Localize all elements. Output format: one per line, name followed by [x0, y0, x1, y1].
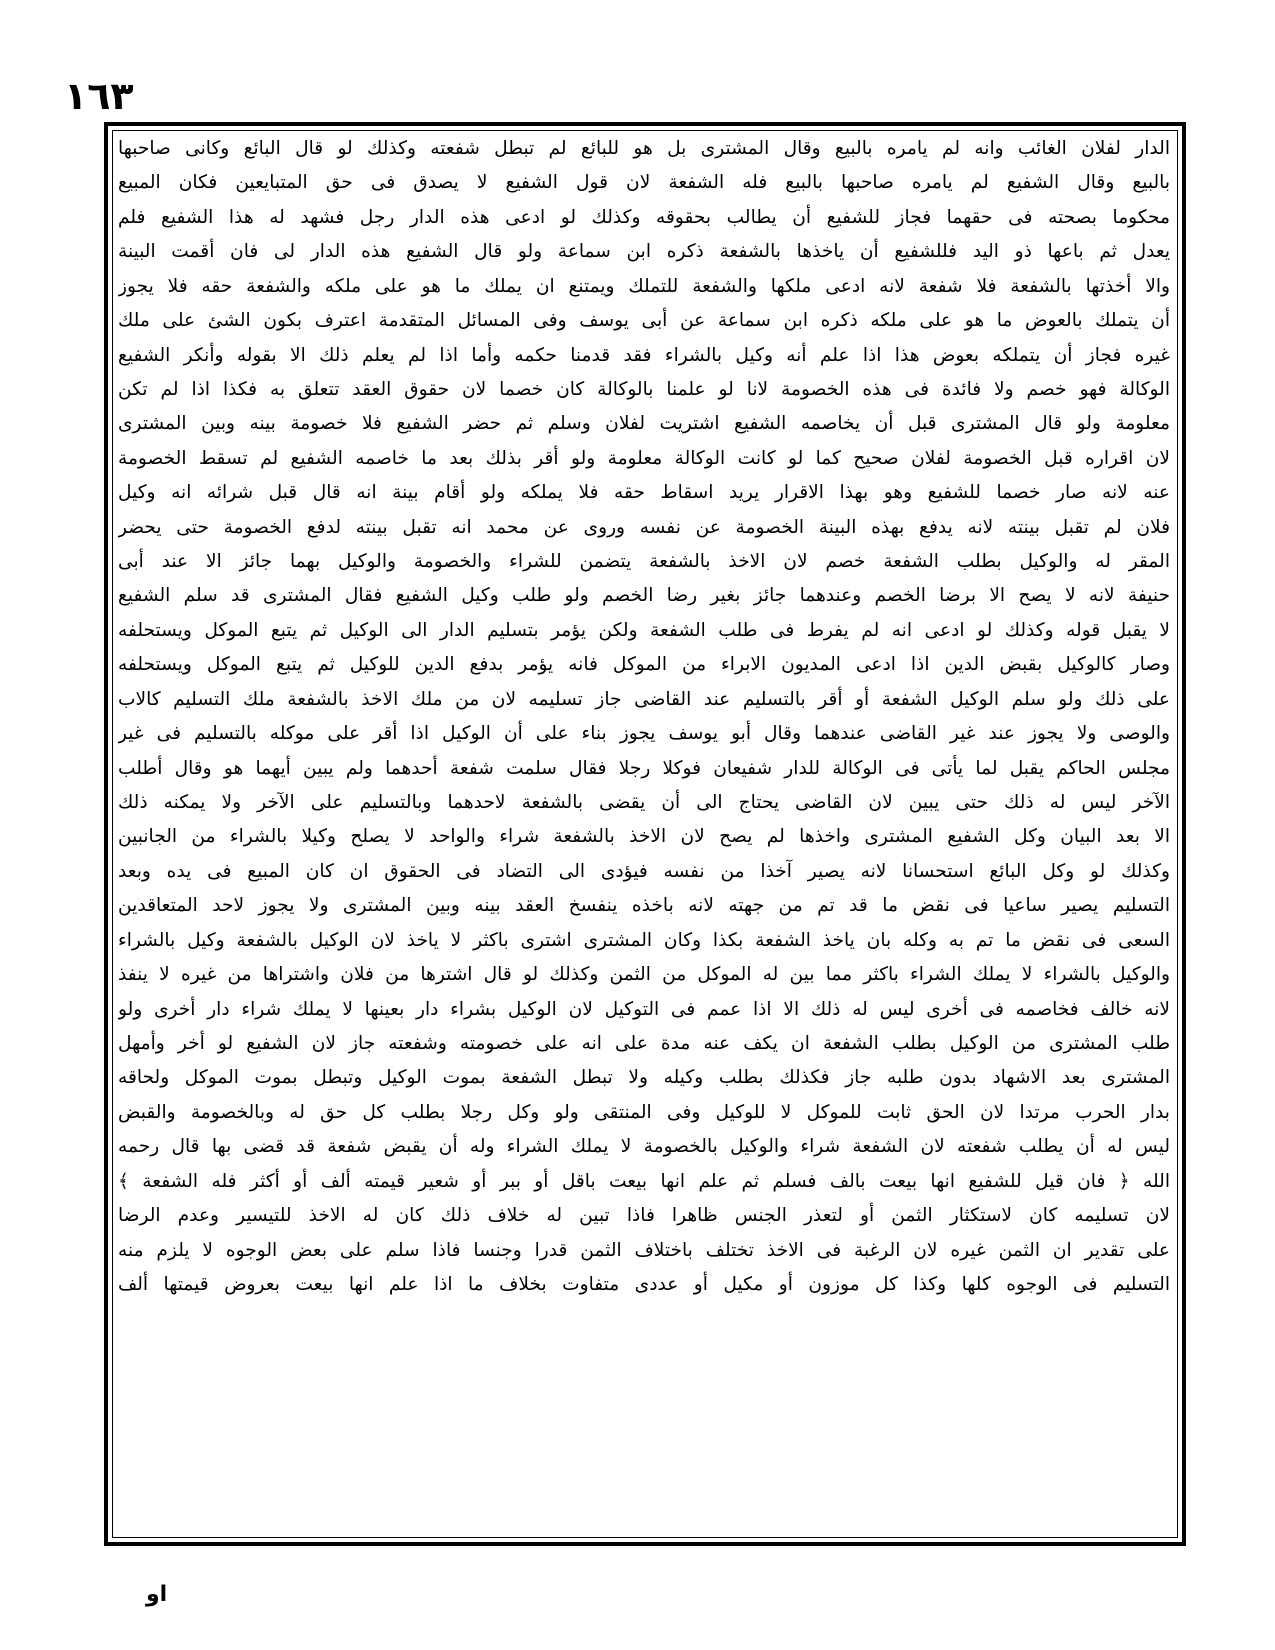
- text-line: مجلس الحاكم يقبل لما يأتى فى الوكالة للدار شفيعان فوكلا رجلا فقال سلمت شفعة أحدهما ولم يبين أيهما هو وقال أطلب: [118, 757, 1170, 779]
- text-line: لان تسليمه كان لاستكثار الثمن أو لتعذر الجنس ظاهرا فاذا تبين له خلاف ذلك كان له الاخذ للتيسير وعدم الرضا: [118, 1205, 1170, 1227]
- text-line: التسليم فى الوجوه كلها وكذا كل موزون أو مكيل أو عددى متفاوت بخلاف ما اذا علم انها بيعت بعروض قيمتها ألف: [118, 1273, 1170, 1295]
- page-number: ١٦٣: [64, 74, 134, 118]
- text-line: على تقدير ان الثمن غيره لان الرغبة فى الاخذ تختلف باختلاف الثمن قدرا وجنسا فاذا سلم على بعض الوجوه لا يلزم منه: [118, 1239, 1170, 1261]
- text-line: ليس له أن يطلب شفعته لان الشفعة شراء والوكيل بالخصومة لا يملك الشراء وله أن يقبض شفعة قد قضى بها قال رحمه: [118, 1136, 1170, 1158]
- text-line: لان اقراره قبل الخصومة لفلان صحيح كما لو كانت الوكالة معلومة ولو أقر بذلك بعد ما خاصمه الشفيع لم تسقط الخصومة: [118, 447, 1170, 469]
- text-line: محكوما بصحته فى حقهما فجاز للشفيع أن يطالب بحقوقه وكذلك لو ادعى هذه الدار رجل فشهد له هذا الشفيع فلم: [118, 206, 1170, 228]
- text-line: غيره فجاز أن يتملكه بعوض هذا اذا علم أنه وكيل بالشراء فقد قدمنا حكمه وأما اذا لم يعلم ذلك الا بقوله وأنكر الشفيع: [118, 344, 1170, 366]
- text-line: وصار كالوكيل بقبض الدين اذا ادعى المديون الابراء من الموكل فانه يؤمر بدفع الدين للوكيل ثم يتبع الموكل ويستحلفه: [118, 654, 1170, 676]
- text-line: عنه لانه صار خصما للشفيع وهو بهذا الاقرار يريد اسقاط حقه فلا يملكه ولو أقام بينة انه قال قبل شرائه انه وكيل: [118, 482, 1170, 504]
- text-line: معلومة ولو قال المشترى قبل أن يخاصمه الشفيع اشتريت لفلان وسلم ثم حضر الشفيع فلا خصومة بينه وبين المشترى: [118, 413, 1170, 435]
- text-line: الله ﴿ فان قيل للشفيع انها بيعت بالف فسلم ثم علم انها بيعت باقل أو ببر أو شعير قيمته ألف أو أكثر فله الشفعة ﴾: [118, 1170, 1170, 1192]
- text-line: الا بعد البيان وكل الشفيع المشترى واخذها لم يصح لان الاخذ بالشفعة شراء والواحد لا يصلح وكيلا بالشراء من الجانبين: [118, 826, 1170, 848]
- text-line: طلب المشترى من الوكيل بطلب الشفعة ان يكف عنه مدة على انه على خصومته وشفعته جاز لان الشفيع لو أخر وأمهل: [118, 1032, 1170, 1054]
- text-line: أن يتملك بالعوض ما هو على ملكه ذكره ابن سماعة عن أبى يوسف وفى المسائل المتقدمة اعترف بكون الشئ على ملك: [118, 310, 1170, 332]
- text-line: السعى فى نقض ما تم به وكله بان ياخذ الشفعة بكذا وكان المشترى اشترى باكثر لا ياخذ لان الوكيل بالشفعة وكيل بالشراء: [118, 929, 1170, 951]
- text-line: والوكيل بالشراء لا يملك الشراء باكثر مما بين له الموكل من الثمن وكذلك لو قال اشترها من فلان واشتراها من غيره لا ينفذ: [118, 964, 1170, 986]
- text-line: وكذلك لو وكل البائع استحسانا لانه يصير آخذا من نفسه فيؤدى الى التضاد فى الحقوق ان كان المبيع فى يده وبعد: [118, 860, 1170, 882]
- text-line: التسليم يصير ساعيا فى نقض ما قد تم من جهته لانه باخذه ينفسخ العقد بينه وبين المشترى ولا يجوز لاحد المتعاقدين: [118, 895, 1170, 917]
- text-line: الدار لفلان الغائب وانه لم يامره بالبيع وقال المشترى بل هو للبائع لم تبطل شفعته وكذلك لو قال البائع وكانى صاحبها: [118, 138, 1170, 159]
- text-line: لا يقبل قوله وكذلك لو ادعى انه لم يفرط فى طلب الشفعة ولكن يؤمر بتسليم الدار الى الوكيل ثم يتبع الموكل ويستحلفه: [118, 619, 1170, 641]
- text-line: يعدل ثم باعها ذو اليد فللشفيع أن ياخذها بالشفعة ذكره ابن سماعة ولو قال الشفيع هذه الدار لى فان أقمت البينة: [118, 241, 1170, 263]
- text-body: [118, 132, 1170, 1536]
- text-line: حنيفة لانه لا يصح الا برضا الخصم وعندهما جائز بغير رضا الخصم ولو طلب وكيل الشفيع فقال المشترى قد سلم الشفيع: [118, 585, 1170, 607]
- text-line: والا أخذتها بالشفعة فلا شفعة لانه ادعى ملكها والشفعة للتملك ويمتنع ان يملك ما هو على ملكه والشفعة حقه فلا يجوز: [118, 275, 1170, 297]
- text-line: على ذلك ولو سلم الوكيل الشفعة أو أقر بالتسليم عند القاضى جاز تسليمه لان من ملك الاخذ بالشفعة ملك التسليم كالاب: [118, 688, 1170, 710]
- text-line: فلان لم تقبل بينته لانه يدفع بهذه البينة الخصومة عن نفسه وروى عن محمد انه تقبل بينته لدفع الخصومة حتى يحضر: [118, 516, 1170, 538]
- catchword: او: [146, 1582, 168, 1607]
- text-line: بدار الحرب مرتدا لان الحق ثابت للموكل لا للوكيل وفى المنتقى ولو وكل رجلا بطلب كل حق له وبالخصومة والقبض: [118, 1101, 1170, 1123]
- text-line: المشترى بعد الاشهاد بدون طلبه جاز فكذلك بطلب وكيله ولا تبطل الشفعة بموت الوكيل وتبطل بموت الموكل ولحاقه: [118, 1067, 1170, 1089]
- text-line: والوصى ولا يجوز عند غير القاضى عندهما وقال أبو يوسف يجوز بناء على أن الوكيل اذا أقر على موكله بالتسليم فى غير: [118, 723, 1170, 745]
- text-line: بالبيع وقال الشفيع لم يامره صاحبها بالبيع فله الشفعة لان قول الشفيع لا يصدق فى حق المتبايعين فكان المبيع: [118, 172, 1170, 194]
- text-line: لانه خالف فخاصمه فى أخرى ليس له ذلك الا اذا عمم فى التوكيل لان الوكيل بشراء دار بعينها لا يملك شراء دار أخرى ولو: [118, 998, 1170, 1020]
- text-line: الآخر ليس له ذلك حتى يبين لان القاضى يحتاج الى أن يقضى بالشفعة لاحدهما وبالتسليم على الآخر ولا يمكنه ذلك: [118, 792, 1170, 814]
- text-line: المقر له والوكيل بطلب الشفعة خصم لان الاخذ بالشفعة يتضمن للشراء والخصومة والوكيل بهما جائز الا عند أبى: [118, 551, 1170, 573]
- text-line: الوكالة فهو خصم ولا فائدة فى هذه الخصومة لانا لو علمنا بالوكالة كان خصما لان حقوق العقد تتعلق به فكذا اذا لم تكن: [118, 378, 1170, 400]
